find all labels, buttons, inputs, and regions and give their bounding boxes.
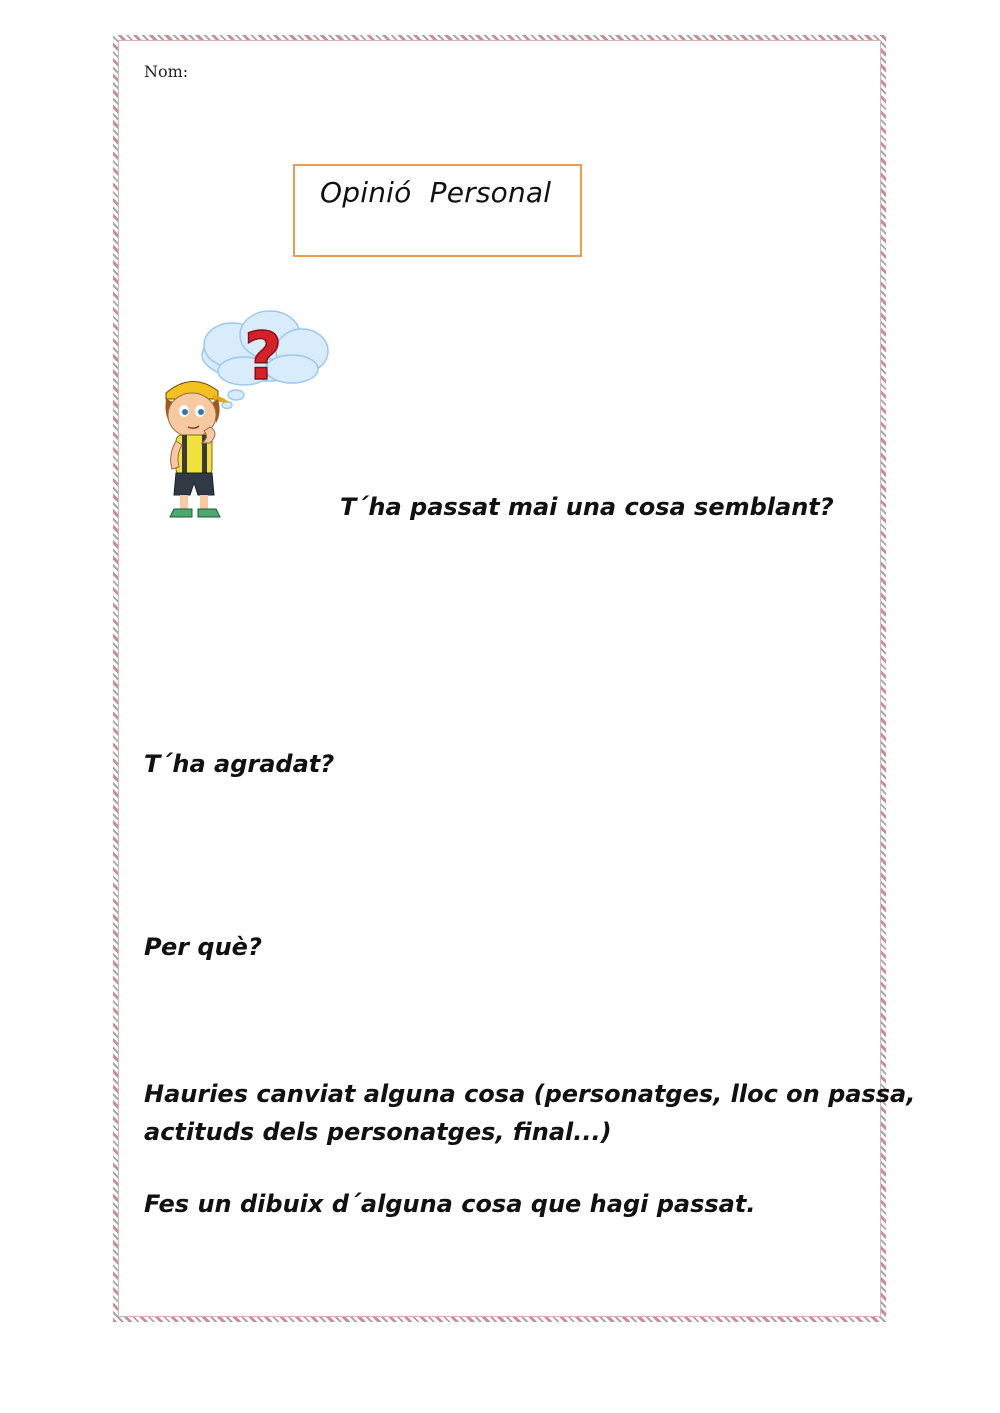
question-would-change-line2: actituds dels personatges, final...) bbox=[144, 1118, 612, 1146]
page-title: Opinió Personal bbox=[320, 176, 552, 209]
question-draw-something: Fes un dibuix d´alguna cosa que hagi passat. bbox=[144, 1190, 756, 1218]
question-would-change-line1: Hauries canviat alguna cosa (personatges, lloc on passa, bbox=[144, 1080, 916, 1108]
question-mark-glyph: ? bbox=[244, 318, 283, 395]
name-label: Nom: bbox=[144, 62, 189, 81]
question-why: Per què? bbox=[144, 933, 262, 961]
question-similar-experience: T´ha passat mai una cosa semblant? bbox=[340, 493, 834, 521]
question-did-you-like-it: T´ha agradat? bbox=[144, 750, 335, 778]
thinking-boy-question-icon bbox=[152, 305, 337, 525]
